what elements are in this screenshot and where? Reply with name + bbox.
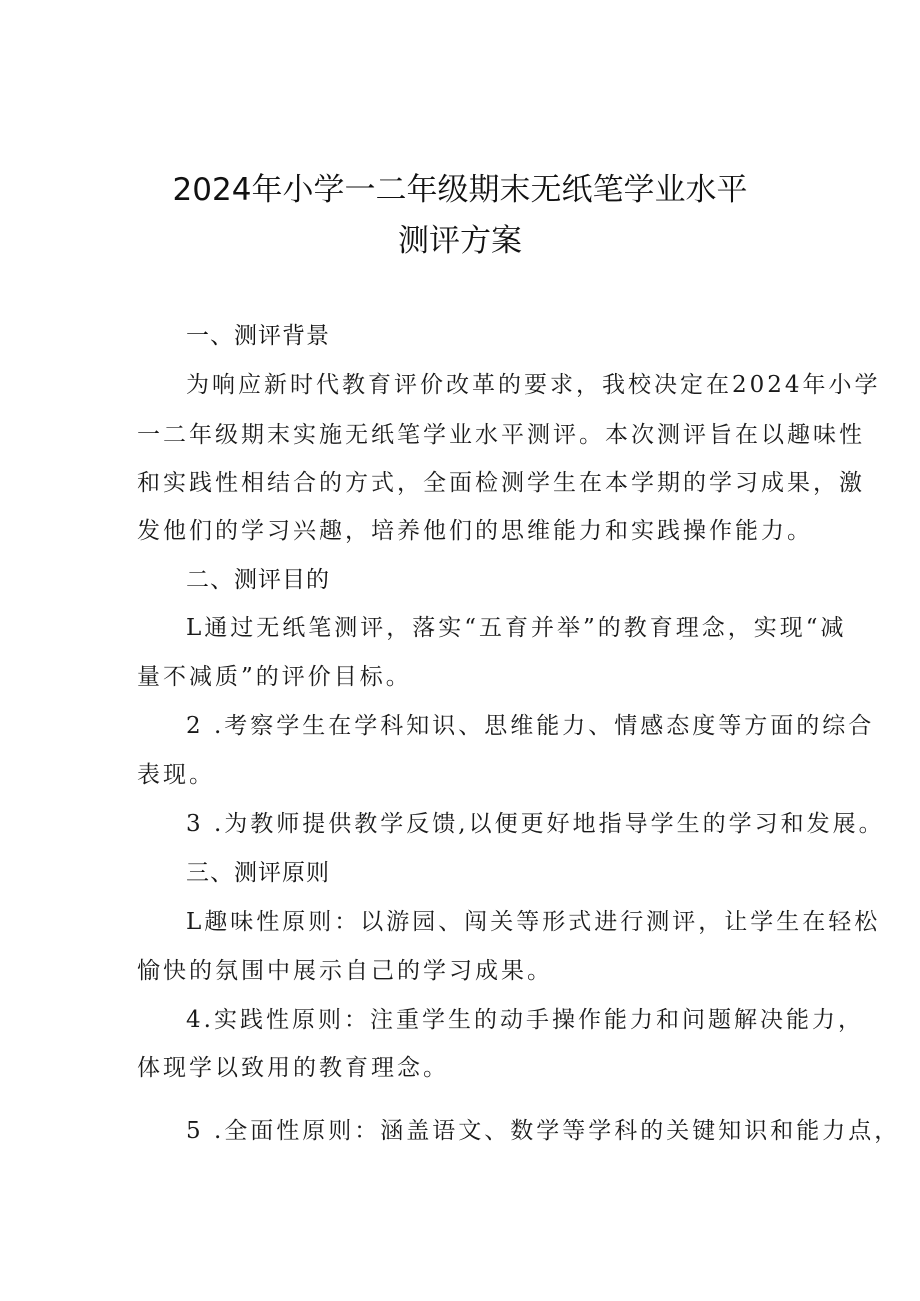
- list-item-line: 表现。: [137, 762, 215, 788]
- paragraph-line: 为响应新时代教育评价改革的要求，我校决定在2024年小学: [186, 372, 881, 398]
- document-title-line-1: 2024年小学一二年级期末无纸笔学业水平: [172, 172, 748, 208]
- list-item-line: 5 .全面性原则：涵盖语文、数学等学科的关键知识和能力点，: [186, 1118, 901, 1144]
- list-item-line: L通过无纸笔测评，落实“五育并举”的教育理念，实现“减: [186, 615, 847, 641]
- list-item-line: 4.实践性原则：注重学生的动手操作能力和问题解决能力，: [186, 1007, 864, 1033]
- list-item-line: 体现学以致用的教育理念。: [137, 1055, 449, 1081]
- paragraph-line: 发他们的学习兴趣，培养他们的思维能力和实践操作能力。: [137, 518, 813, 544]
- paragraph-line: 一二年级期末实施无纸笔学业水平测评。本次测评旨在以趣味性: [137, 422, 865, 448]
- section-heading-principles: 三、测评原则: [186, 860, 330, 886]
- document-title-line-2: 测评方案: [398, 223, 522, 259]
- paragraph-line: 和实践性相结合的方式，全面检测学生在本学期的学习成果，激: [137, 470, 865, 496]
- section-heading-purpose: 二、测评目的: [186, 567, 330, 593]
- list-item-line: 愉快的氛围中展示自己的学习成果。: [137, 958, 553, 984]
- list-item-line: 2 .考察学生在学科知识、思维能力、情感态度等方面的综合: [186, 713, 875, 739]
- list-item-line: 3 .为教师提供教学反馈,以便更好地指导学生的学习和发展。: [186, 811, 885, 837]
- list-item-line: 量不减质”的评价目标。: [137, 664, 412, 690]
- section-heading-background: 一、测评背景: [186, 323, 330, 349]
- list-item-line: L趣味性原则：以游园、闯关等形式进行测评，让学生在轻松: [186, 909, 881, 935]
